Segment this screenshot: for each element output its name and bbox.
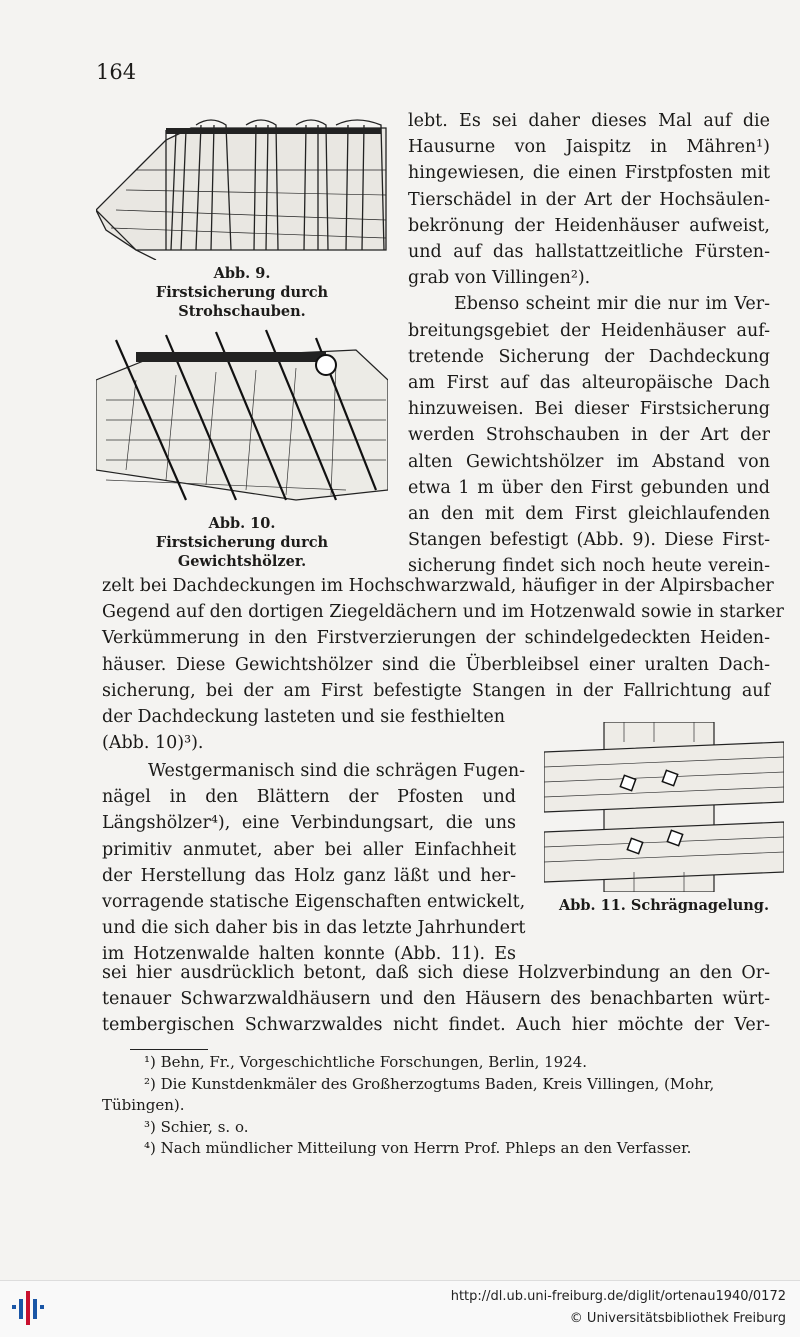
text-line: tembergischen Schwarzwaldes nicht findet. Auch hier möchte der Ver- bbox=[102, 1015, 770, 1036]
page-number: 164 bbox=[96, 60, 137, 84]
footnote: ²) Die Kunstdenkmäler des Großherzogtums Baden, Kreis Villingen, (Mohr, bbox=[144, 1074, 715, 1093]
right-column-text bbox=[408, 108, 770, 580]
footnote: Tübingen). bbox=[102, 1096, 185, 1114]
text-line: sicherung, bei der am First befestigte Stangen in der Fallrichtung auf bbox=[102, 680, 770, 701]
text-line: grab von Villingen²). bbox=[408, 268, 591, 289]
figure-10-number: Abb. 10. bbox=[208, 515, 276, 532]
text-line: werden Strohschauben in der Art der bbox=[408, 425, 770, 446]
footnote: ³) Schier, s. o. bbox=[144, 1117, 249, 1136]
text-line: bekrönung der Heidenhäuser aufweist, bbox=[408, 215, 770, 236]
text-line: Ebenso scheint mir die nur im Ver- bbox=[454, 294, 770, 315]
text-line: sei hier ausdrücklich betont, daß sich diese Holzverbindung an den Or- bbox=[102, 963, 770, 983]
text-line: und die sich daher bis in das letzte Jahrhundert bbox=[102, 918, 526, 939]
text-line: alten Gewichtshölzer im Abstand von bbox=[408, 451, 770, 472]
thatch-gewichtshoelzer-illustration bbox=[96, 320, 388, 510]
thatch-strohschauben-illustration bbox=[96, 110, 388, 260]
text-line: Gegend auf den dortigen Ziegeldächern und im Hotzenwald sowie in starker bbox=[102, 602, 784, 623]
text-line: breitungsgebiet der Heidenhäuser auf- bbox=[408, 320, 770, 341]
text-line: an den mit dem First gleichlaufenden bbox=[408, 504, 770, 525]
footnotes bbox=[102, 1052, 778, 1160]
text-line: der Herstellung das Holz ganz läßt und her- bbox=[102, 865, 516, 886]
text-line: am First auf das alteuropäische Dach bbox=[408, 373, 770, 394]
figure-9-caption: Firstsicherung durch Strohschauben. bbox=[155, 284, 329, 320]
figure-10-caption: Firstsicherung durch Gewichtshölzer. bbox=[155, 534, 329, 570]
text-line: lebt. Es sei daher dieses Mal auf die bbox=[408, 111, 770, 131]
full-width-text-1 bbox=[102, 573, 784, 756]
text-line: häuser. Diese Gewichtshölzer sind die Überbleibsel einer uralten Dach- bbox=[102, 654, 770, 675]
text-line: Tierschädel in der Art der Hochsäulen- bbox=[408, 189, 770, 210]
ub-freiburg-logo-icon bbox=[10, 1287, 46, 1329]
text-line: Stangen befestigt (Abb. 9). Diese First- bbox=[408, 530, 770, 551]
text-line: tenauer Schwarzwaldhäusern und den Häusern des benachbarten würt- bbox=[102, 989, 770, 1010]
footnote: ¹) Behn, Fr., Vorgeschichtliche Forschungen, Berlin, 1924. bbox=[144, 1053, 588, 1071]
text-line: Westgermanisch sind die schrägen Fugen- bbox=[148, 761, 526, 781]
text-line: etwa 1 m über den First gebunden und bbox=[408, 477, 770, 498]
text-line: hingewiesen, die einen Firstpfosten mit bbox=[408, 163, 770, 184]
text-line: primitiv anmutet, aber bei aller Einfachheit bbox=[102, 839, 516, 860]
text-line: Verkümmerung in den Firstverzierungen der schindelgedeckten Heiden- bbox=[102, 628, 770, 649]
copyright-notice: © Universitätsbibliothek Freiburg bbox=[569, 1311, 786, 1326]
text-line: vorragende statische Eigenschaften entwickelt, bbox=[102, 892, 526, 913]
footnote: ⁴) Nach mündlicher Mitteilung von Herrn Prof. Phleps an den Verfasser. bbox=[144, 1139, 692, 1157]
full-width-text-2 bbox=[102, 960, 770, 1039]
text-line: (Abb. 10)³). bbox=[102, 733, 204, 754]
text-line: tretende Sicherung der Dachdeckung bbox=[408, 346, 770, 367]
text-line: und auf das hallstattzeitliche Fürsten- bbox=[408, 242, 770, 263]
text-line: hinzuweisen. Bei dieser Firstsicherung bbox=[408, 399, 770, 420]
figure-9-number: Abb. 9. bbox=[213, 265, 271, 282]
text-line: im Hotzenwalde halten konnte (Abb. 11). Es bbox=[102, 944, 516, 965]
text-line: Hausurne von Jaispitz in Mähren¹) bbox=[408, 137, 770, 158]
figure-11-caption: Abb. 11. Schrägnagelung. bbox=[559, 897, 769, 914]
text-line: Längshölzer⁴), eine Verbindungsart, die uns bbox=[102, 813, 516, 834]
text-line: zelt bei Dachdeckungen im Hochschwarzwald, häufiger in der Alpirsbacher bbox=[102, 576, 774, 596]
source-url-link[interactable]: http://dl.ub.uni-freiburg.de/diglit/ortenau1940/0172 bbox=[450, 1289, 786, 1304]
text-line: nägel in den Blättern der Pfosten und bbox=[102, 787, 516, 808]
text-line: sicherung findet sich noch heute verein- bbox=[408, 556, 770, 577]
text-line: der Dachdeckung lasteten und sie festhielten bbox=[102, 707, 506, 728]
figure-10 bbox=[96, 320, 388, 571]
viewer-footer bbox=[0, 1280, 800, 1337]
figure-9 bbox=[96, 110, 388, 321]
left-column-text bbox=[102, 758, 526, 968]
footnote-divider bbox=[130, 1049, 208, 1050]
